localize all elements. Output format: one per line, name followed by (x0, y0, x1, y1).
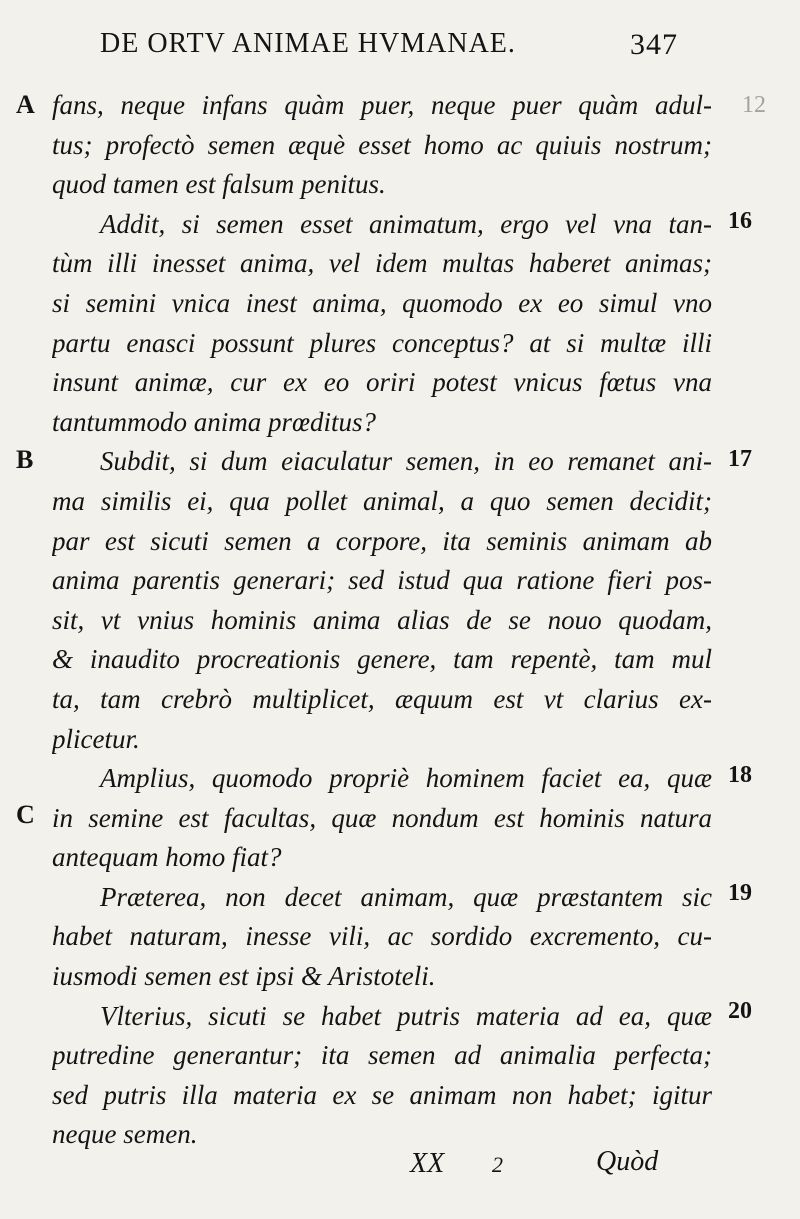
text-line: si semini vnica inest anima, quomodo ex eo simul vno (52, 287, 712, 318)
margin-letter-b: B (16, 445, 34, 474)
page-number: 347 (630, 28, 678, 61)
text-line: partu enasci possunt plures conceptus? at si multæ illi (52, 327, 712, 358)
text-line: Amplius, quomodo propriè hominem faciet ea, quæ (100, 763, 712, 794)
text-line: putredine generantur; ita semen ad animalia perfecta; (52, 1040, 712, 1071)
body-text (52, 86, 712, 1155)
text-line: tantummodo anima prœditus? (52, 406, 377, 437)
side-number-16: 16 (728, 208, 752, 234)
text-line: ta, tam crebrò multiplicet, æquum est vt clarius ex- (52, 683, 712, 714)
side-number-17: 17 (728, 446, 752, 472)
text-line: fans, neque infans quàm puer, neque puer quàm adul- (52, 90, 712, 120)
text-line: antequam homo fiat? (52, 842, 282, 873)
catchword: Quòd (596, 1146, 659, 1177)
text-line: sed putris illa materia ex se animam non habet; igitur (52, 1079, 712, 1110)
side-number-18: 18 (728, 762, 752, 788)
text-line: iusmodi semen est ipsi & Aristoteli. (52, 961, 436, 992)
text-line: Vlterius, sicuti se habet putris materia ad ea, quæ (100, 1000, 712, 1031)
text-line: tus; profectò semen æquè esset homo ac quiuis nostrum; (52, 129, 712, 160)
text-line: par est sicuti semen a corpore, ita seminis animam ab (52, 525, 712, 556)
side-number-12: 12 (742, 92, 766, 118)
text-line: ma similis ei, qua pollet animal, a quo semen decidit; (52, 485, 712, 516)
text-line: tùm illi inesset anima, vel idem multas haberet animas; (52, 248, 712, 279)
side-number-19: 19 (728, 880, 752, 906)
text-line: Præterea, non decet animam, quæ præstantem sic (100, 881, 712, 912)
running-title: DE ORTV ANIMAE HVMANAE. (100, 28, 516, 59)
margin-letter-a: A (16, 90, 35, 119)
show-through-text (710, 150, 800, 1070)
side-number-20: 20 (728, 998, 752, 1024)
signature-mark: XX (410, 1148, 445, 1179)
text-line: & inaudito procreationis genere, tam repentè, tam mul (52, 644, 712, 675)
text-line: habet naturam, inesse vili, ac sordido excremento, cu- (52, 921, 712, 952)
text-line: Subdit, si dum eiaculatur semen, in eo remanet ani- (100, 446, 712, 477)
text-line: in semine est facultas, quæ nondum est hominis natura (52, 802, 712, 833)
margin-letter-c: C (16, 800, 35, 829)
text-line: plicetur. (52, 723, 140, 754)
text-line: quod tamen est falsum penitus. (52, 169, 386, 200)
text-line: anima parentis generari; sed istud qua ratione fieri pos- (52, 565, 712, 596)
text-line: sit, vt vnius hominis anima alias de se nouo quodam, (52, 604, 712, 635)
signature-number: 2 (492, 1152, 503, 1177)
text-line: insunt animæ, cur ex eo oriri potest vnicus fœtus vna (52, 367, 712, 398)
text-line: neque semen. (52, 1119, 198, 1150)
text-line: Addit, si semen esset animatum, ergo vel vna tan- (100, 208, 712, 239)
